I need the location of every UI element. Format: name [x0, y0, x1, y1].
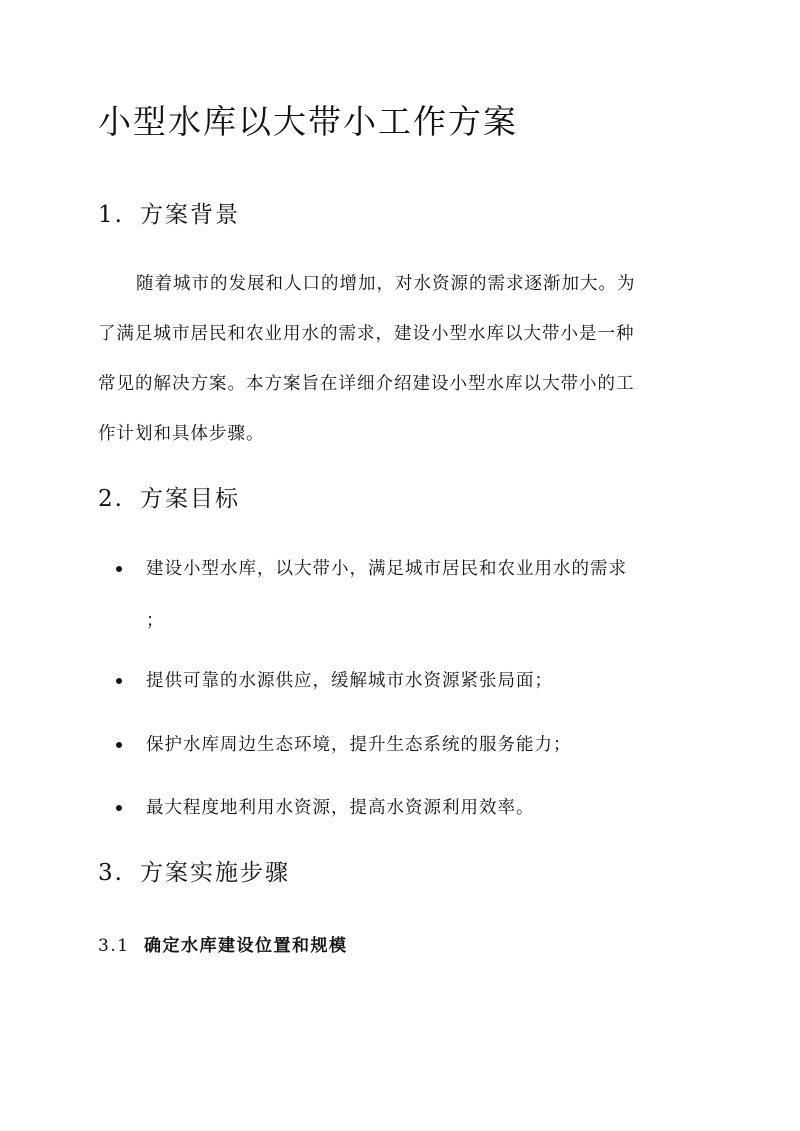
document-title: 小型水库以大带小工作方案 [98, 102, 518, 141]
section-title: 方案背景 [140, 202, 240, 228]
section-title: 方案目标 [140, 486, 240, 512]
subsection-title: 确定水库建设位置和规模 [144, 936, 348, 956]
section-number: 3. [98, 860, 124, 886]
section-number: 2. [98, 486, 124, 512]
bullet-item-text-continued: ； [146, 611, 165, 631]
subsection-number: 3.1 [98, 936, 130, 956]
section-number: 1. [98, 202, 124, 228]
bullet-dot [116, 805, 122, 811]
paragraph-line: 作计划和具体步骤。 [98, 424, 265, 444]
section-heading-implementation [98, 854, 290, 887]
bullet-item-text: 保护水库周边生态环境，提升生态系统的服务能力； [146, 735, 572, 755]
bullet-item-text: 建设小型水库，以大带小，满足城市居民和农业用水的需求 [146, 559, 627, 579]
bullet-dot [116, 678, 122, 684]
subsection-heading [98, 931, 348, 956]
section-heading-background [98, 196, 240, 229]
bullet-dot [116, 566, 122, 572]
section-title: 方案实施步骤 [140, 860, 290, 886]
bullet-item-text: 最大程度地利用水资源，提高水资源利用效率。 [146, 798, 535, 818]
section-heading-goals [98, 480, 240, 513]
paragraph-line: 随着城市的发展和人口的增加，对水资源的需求逐渐加大。为 [136, 274, 636, 294]
bullet-dot [116, 742, 122, 748]
paragraph-line: 常见的解决方案。本方案旨在详细介绍建设小型水库以大带小的工 [98, 374, 635, 394]
bullet-item-text: 提供可靠的水源供应，缓解城市水资源紧张局面； [146, 671, 553, 691]
paragraph-line: 了满足城市居民和农业用水的需求，建设小型水库以大带小是一种 [98, 324, 635, 344]
